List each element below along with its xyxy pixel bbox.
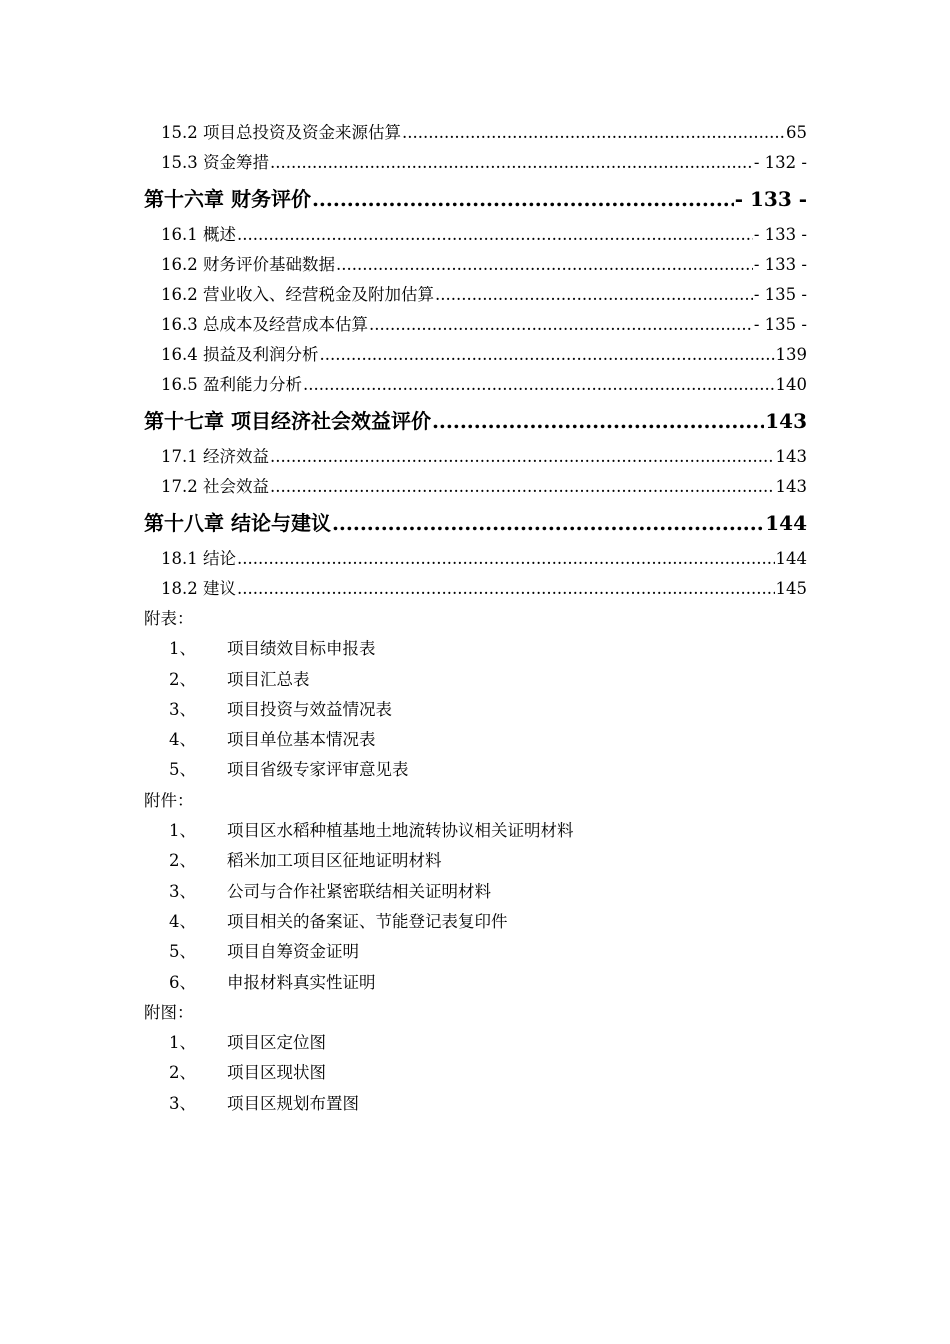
toc-entry-title: 16.3 总成本及经营成本估算 xyxy=(161,315,368,334)
toc-entry-page: - 135 - xyxy=(753,315,807,334)
appendix-doc-item xyxy=(144,907,807,937)
item-label: 项目区水稻种植基地土地流转协议相关证明材料 xyxy=(227,821,574,841)
toc-entry-page: - 133 - xyxy=(753,255,807,274)
item-number: 3、 xyxy=(169,881,196,901)
toc-entry[interactable] xyxy=(144,280,807,310)
toc-entry[interactable] xyxy=(144,442,807,472)
appendix-figure-item xyxy=(144,1028,807,1058)
toc-leader-dots xyxy=(312,178,734,220)
item-number: 2、 xyxy=(169,1063,196,1083)
toc-chapter-page: - 133 - xyxy=(734,187,807,211)
toc-entry-title: 17.2 社会效益 xyxy=(161,477,269,496)
toc-chapter-page: 144 xyxy=(765,511,807,535)
toc-chapter-page: 143 xyxy=(765,409,807,433)
appendix-doc-item xyxy=(144,816,807,846)
item-number: 1、 xyxy=(169,639,196,659)
toc-entry-page: - 135 - xyxy=(753,285,807,304)
item-number: 1、 xyxy=(169,1033,196,1053)
toc-entry[interactable] xyxy=(144,148,807,178)
toc-chapter-title: 第十八章 结论与建议 xyxy=(144,511,331,535)
item-label: 申报材料真实性证明 xyxy=(227,972,376,992)
toc-entry[interactable] xyxy=(144,574,807,604)
appendix-doc-item xyxy=(144,877,807,907)
toc-entry[interactable] xyxy=(144,370,807,400)
appendix-doc-item xyxy=(144,968,807,998)
toc-leader-dots xyxy=(402,118,785,148)
toc-chapter-title: 第十七章 项目经济社会效益评价 xyxy=(144,409,431,433)
toc-leader-dots xyxy=(303,370,775,400)
toc-entry-page: 143 xyxy=(775,447,807,466)
toc-entry-title: 18.2 建议 xyxy=(161,579,236,598)
item-number: 4、 xyxy=(169,730,196,750)
toc-leader-dots xyxy=(270,472,775,502)
toc-chapter-entry[interactable] xyxy=(144,400,807,442)
toc-entry-title: 17.1 经济效益 xyxy=(161,447,269,466)
item-number: 1、 xyxy=(169,821,196,841)
item-label: 公司与合作社紧密联结相关证明材料 xyxy=(227,881,491,901)
item-number: 3、 xyxy=(169,699,196,719)
item-label: 项目单位基本情况表 xyxy=(227,730,376,750)
item-number: 6、 xyxy=(169,972,196,992)
appendix-docs-heading: 附件： xyxy=(144,790,194,810)
toc-leader-dots xyxy=(369,310,753,340)
appendix-figure-item xyxy=(144,1058,807,1088)
toc-entry-page: 145 xyxy=(775,579,807,598)
item-number: 4、 xyxy=(169,911,196,931)
appendix-doc-item xyxy=(144,846,807,876)
item-label: 项目相关的备案证、节能登记表复印件 xyxy=(227,911,508,931)
toc-entry-page: 144 xyxy=(775,549,807,568)
item-label: 项目投资与效益情况表 xyxy=(227,699,392,719)
toc-entry-title: 15.3 资金筹措 xyxy=(161,153,269,172)
toc-entry-page: 140 xyxy=(775,375,807,394)
toc-entry[interactable] xyxy=(144,544,807,574)
toc-leader-dots xyxy=(336,250,753,280)
item-label: 项目自筹资金证明 xyxy=(227,942,359,962)
toc-chapter-entry[interactable] xyxy=(144,502,807,544)
item-number: 5、 xyxy=(169,760,196,780)
table-of-contents xyxy=(144,118,807,1119)
toc-entry[interactable] xyxy=(144,310,807,340)
item-number: 2、 xyxy=(169,669,196,689)
item-number: 3、 xyxy=(169,1093,196,1113)
toc-entry[interactable] xyxy=(144,340,807,370)
appendix-table-item xyxy=(144,725,807,755)
toc-leader-dots xyxy=(432,400,764,442)
toc-entry-title: 16.1 概述 xyxy=(161,225,236,244)
toc-entry[interactable] xyxy=(144,220,807,250)
appendix-tables-heading: 附表： xyxy=(144,609,194,628)
item-label: 稻米加工项目区征地证明材料 xyxy=(227,851,442,871)
toc-entry-page: - 133 - xyxy=(753,225,807,244)
appendix-table-item xyxy=(144,695,807,725)
appendix-table-item xyxy=(144,665,807,695)
toc-entry[interactable] xyxy=(144,472,807,502)
item-label: 项目区规划布置图 xyxy=(227,1093,359,1113)
item-number: 2、 xyxy=(169,851,196,871)
toc-entry-page: 139 xyxy=(775,345,807,364)
toc-leader-dots xyxy=(435,280,753,310)
toc-entry-title: 18.1 结论 xyxy=(161,549,236,568)
appendix-table-item xyxy=(144,634,807,664)
toc-leader-dots xyxy=(237,544,775,574)
item-label: 项目区现状图 xyxy=(227,1063,326,1083)
toc-leader-dots xyxy=(237,220,753,250)
toc-entry-title: 16.5 盈利能力分析 xyxy=(161,375,302,394)
toc-entry-title: 16.2 财务评价基础数据 xyxy=(161,255,335,274)
toc-entry-page: 143 xyxy=(775,477,807,496)
toc-entry[interactable] xyxy=(144,250,807,280)
toc-leader-dots xyxy=(332,502,764,544)
toc-entry-title: 15.2 项目总投资及资金来源估算 xyxy=(161,123,401,142)
toc-leader-dots xyxy=(319,340,774,370)
toc-chapter-title: 第十六章 财务评价 xyxy=(144,187,311,211)
item-label: 项目省级专家评审意见表 xyxy=(227,760,409,780)
toc-leader-dots xyxy=(270,442,775,472)
item-label: 项目汇总表 xyxy=(227,669,310,689)
item-number: 5、 xyxy=(169,942,196,962)
toc-chapter-entry[interactable] xyxy=(144,178,807,220)
appendix-figures-heading: 附图： xyxy=(144,1002,194,1022)
appendix-doc-item xyxy=(144,937,807,967)
toc-entry[interactable] xyxy=(144,118,807,148)
toc-entry-page: - 132 - xyxy=(753,153,807,172)
item-label: 项目区定位图 xyxy=(227,1033,326,1053)
toc-entry-title: 16.2 营业收入、经营税金及附加估算 xyxy=(161,285,434,304)
appendix-table-item xyxy=(144,755,807,785)
toc-entry-title: 16.4 损益及利润分析 xyxy=(161,345,319,364)
toc-leader-dots xyxy=(237,574,775,604)
toc-entry-page: 65 xyxy=(786,123,807,142)
toc-leader-dots xyxy=(270,148,753,178)
appendix-figure-item xyxy=(144,1089,807,1119)
item-label: 项目绩效目标申报表 xyxy=(227,639,376,659)
